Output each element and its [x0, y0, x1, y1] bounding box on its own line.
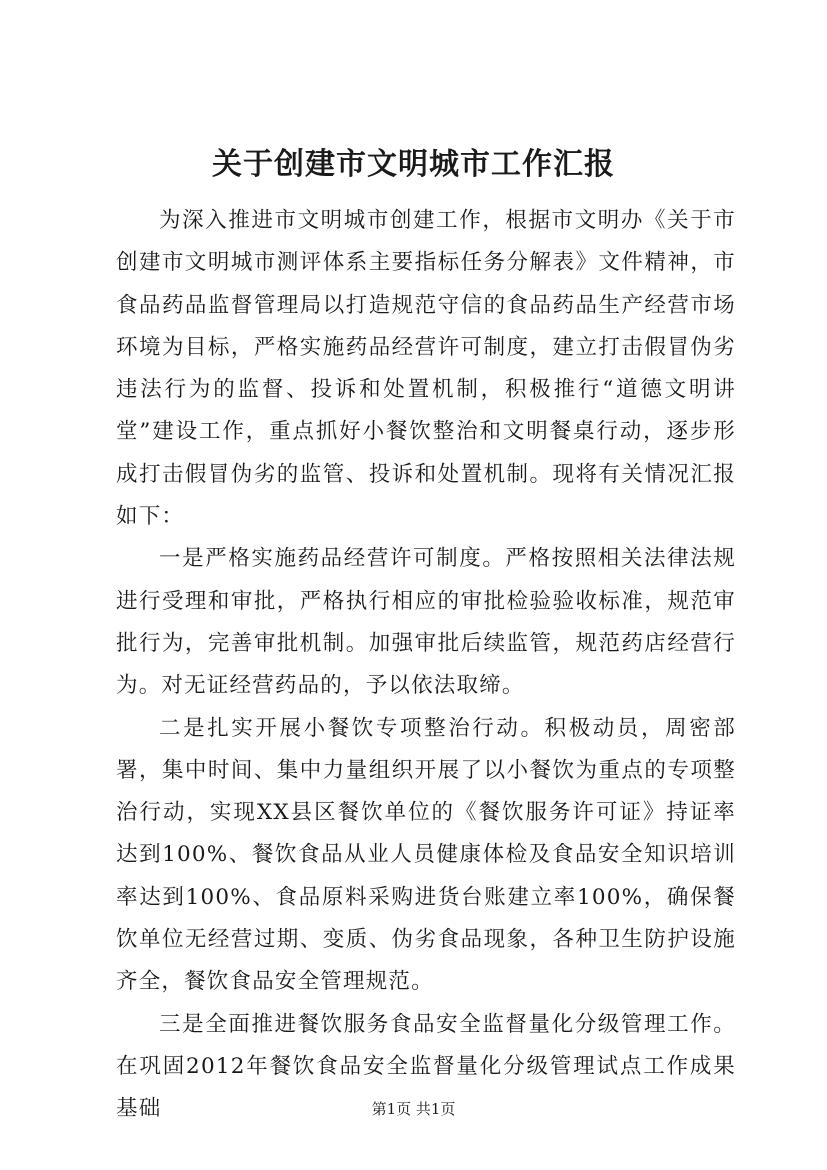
page-title: 关于创建市文明城市工作汇报 [212, 147, 615, 182]
page-footer: 第1页 共1页 [371, 1100, 456, 1118]
paragraph-item-3: 三是全面推进餐饮服务食品安全监督量化分级管理工作。在巩固2012年餐饮食品安全监督量化分级管理试点工作成果基础 [116, 1011, 736, 1122]
paragraph-item-1: 一是严格实施药品经营许可制度。严格按照相关法律法规进行受理和审批，严格执行相应的审批检验验收标准，规范审批行为，完善审批机制。加强审批后续监管，规范药店经营行为。对无证经营药品的，予以依法取缔。 [116, 546, 736, 699]
paragraph-item-2: 二是扎实开展小餐饮专项整治行动。积极动员，周密部署，集中时间、集中力量组织开展了以小餐饮为重点的专项整治行动，实现XX县区餐饮单位的《餐饮服务许可证》持证率达到100%、餐饮食品从业人员健康体检及食品安全知识培训率达到100%、食品原料采购进货台账建立率100%，确保餐饮单位无经营过期、变质、伪劣食品现象，各种卫生防护设施齐全，餐饮食品安全管理规范。 [116, 715, 736, 995]
document-body [116, 200, 736, 1131]
paragraph-intro: 为深入推进市文明城市创建工作，根据市文明办《关于市创建市文明城市测评体系主要指标任务分解表》文件精神，市食品药品监督管理局以打造规范守信的食品药品生产经营市场环境为目标，严格实施药品经营许可制度，建立打击假冒伪劣违法行为的监督、投诉和处置机制，积极推行“道德文明讲堂”建设工作，重点抓好小餐饮整治和文明餐桌行动，逐步形成打击假冒伪劣的监管、投诉和处置机制。现将有关情况汇报如下： [116, 208, 736, 530]
